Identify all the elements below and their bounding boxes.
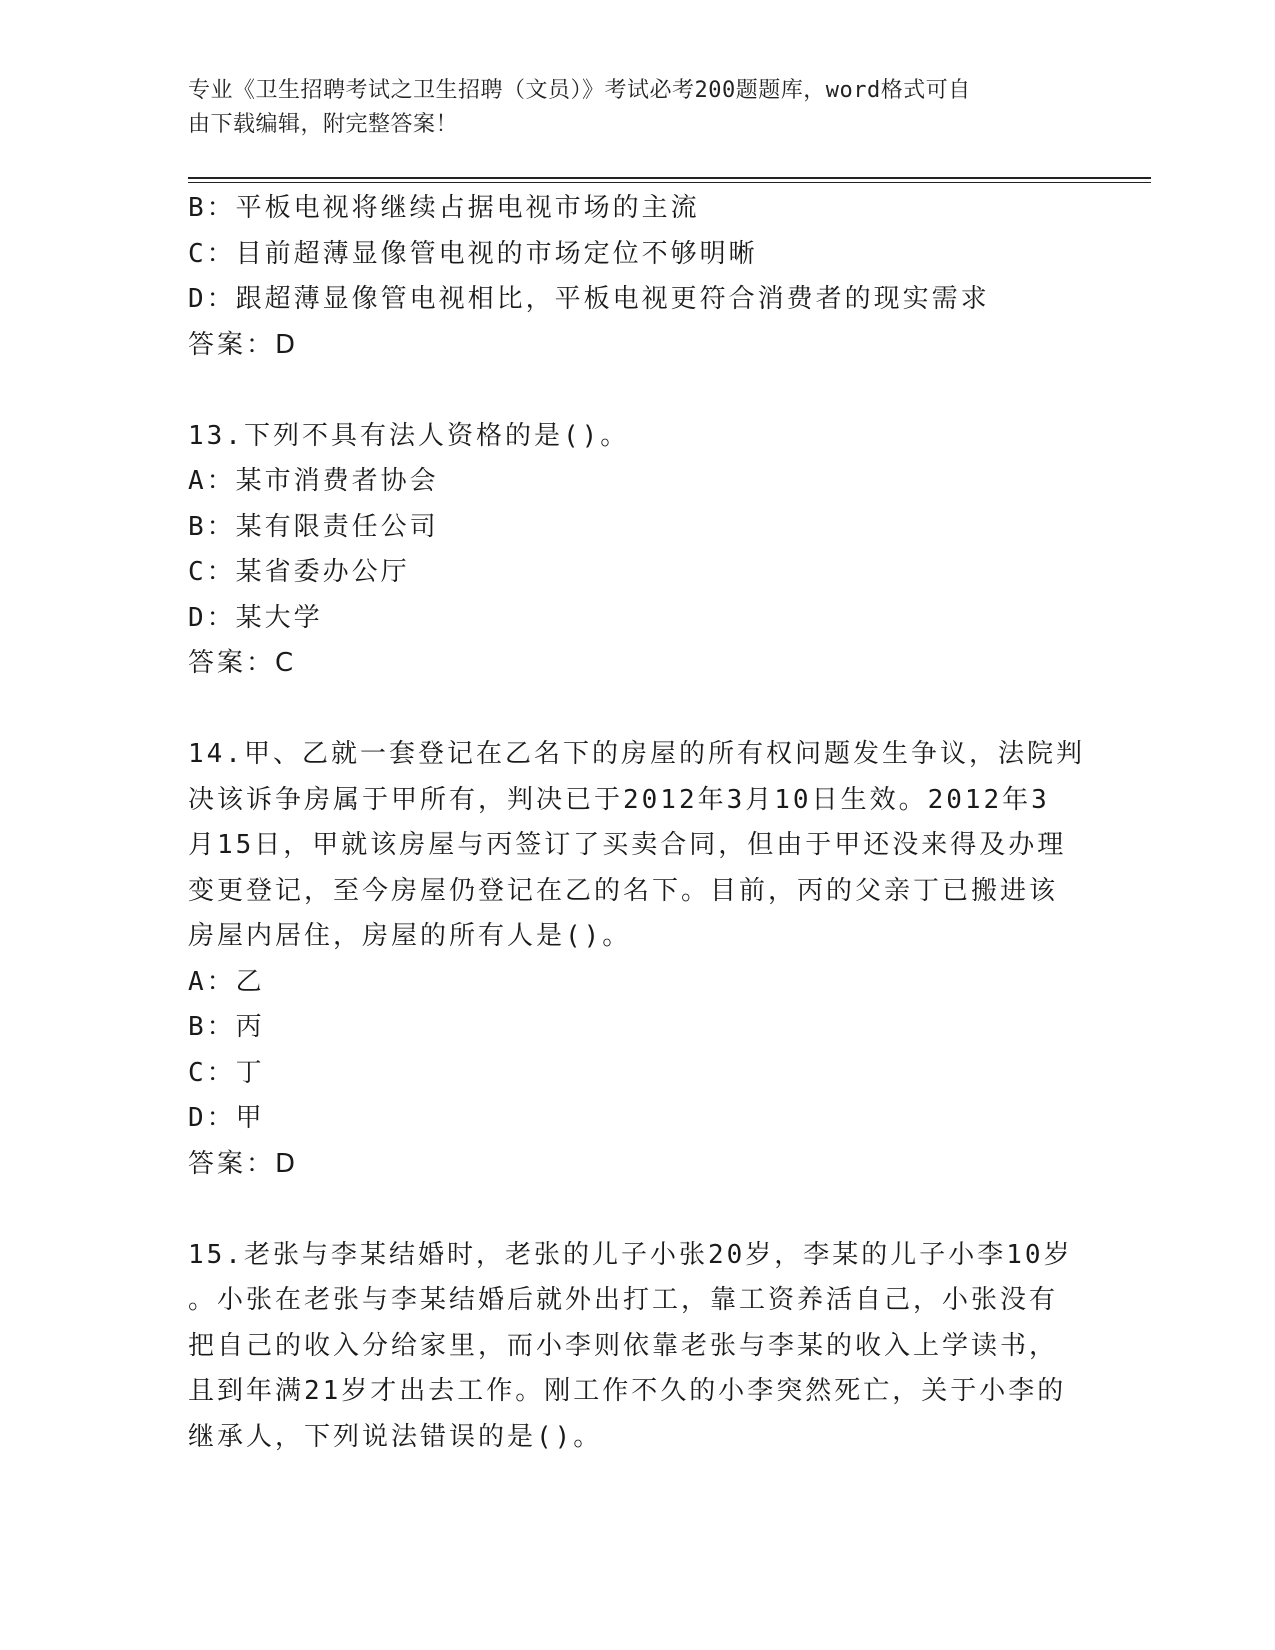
question-13 — [188, 414, 1068, 687]
question-content — [188, 186, 1085, 1460]
option-d: D：甲 — [188, 1103, 265, 1133]
answer: 答案：D — [188, 1148, 299, 1179]
header-line-2: 由下载编辑，附完整答案！ — [188, 112, 459, 137]
spacer — [188, 1187, 1068, 1233]
question-stem: 13.下列不具有法人资格的是()。 — [188, 420, 630, 451]
question-stem-line: 继承人，下列说法错误的是()。 — [188, 1421, 603, 1452]
spacer — [188, 687, 1068, 733]
spacer — [188, 368, 1068, 414]
header-rule-thin — [188, 182, 1151, 183]
question-stem-line: 房屋内居住，房屋的所有人是()。 — [188, 921, 632, 951]
question-stem-line: 把自己的收入分给家里，而小李则依靠老张与李某的收入上学读书， — [188, 1330, 1059, 1361]
answer: 答案：D — [188, 329, 299, 360]
header-line-1: 专业《卫生招聘考试之卫生招聘（文员）》考试必考200题题库，word格式可自 — [188, 78, 971, 103]
question-14 — [188, 732, 1085, 1187]
option-c: C：某省委办公厅 — [188, 557, 410, 587]
question-stem-line: 决该诉争房属于甲所有，判决已于2012年3月10日生效。2012年3 — [188, 784, 1050, 815]
question-stem-line: 且到年满21岁才出去工作。刚工作不久的小李突然死亡，关于小李的 — [188, 1376, 1067, 1406]
option-a: A：乙 — [188, 966, 265, 997]
document-header — [188, 74, 1068, 142]
option-c: C：目前超薄显像管电视的市场定位不够明晰 — [188, 238, 758, 269]
answer: 答案：C — [188, 648, 297, 678]
question-stem-line: 15.老张与李某结婚时，老张的儿子小张20岁，李某的儿子小李10岁 — [188, 1239, 1073, 1270]
option-c: C：丁 — [188, 1057, 265, 1088]
header-rule-thick — [188, 177, 1151, 179]
option-b: B：丙 — [188, 1012, 265, 1042]
question-15 — [188, 1233, 1073, 1461]
question-stem-line: 变更登记，至今房屋仍登记在乙的名下。目前，丙的父亲丁已搬进该 — [188, 875, 1059, 906]
question-12-tail — [188, 186, 1068, 368]
question-stem-line: 14.甲、乙就一套登记在乙名下的房屋的所有权问题发生争议，法院判 — [188, 739, 1085, 769]
question-stem-line: 。小张在老张与李某结婚后就外出打工，靠工资养活自己，小张没有 — [188, 1285, 1059, 1315]
option-b: B：某有限责任公司 — [188, 511, 439, 542]
option-d: D：跟超薄显像管电视相比，平板电视更符合消费者的现实需求 — [188, 284, 990, 314]
option-d: D：某大学 — [188, 602, 323, 633]
option-b: B：平板电视将继续占据电视市场的主流 — [188, 193, 700, 223]
question-stem-line: 月15日，甲就该房屋与丙签订了买卖合同，但由于甲还没来得及办理 — [188, 830, 1067, 860]
option-a: A：某市消费者协会 — [188, 466, 439, 496]
